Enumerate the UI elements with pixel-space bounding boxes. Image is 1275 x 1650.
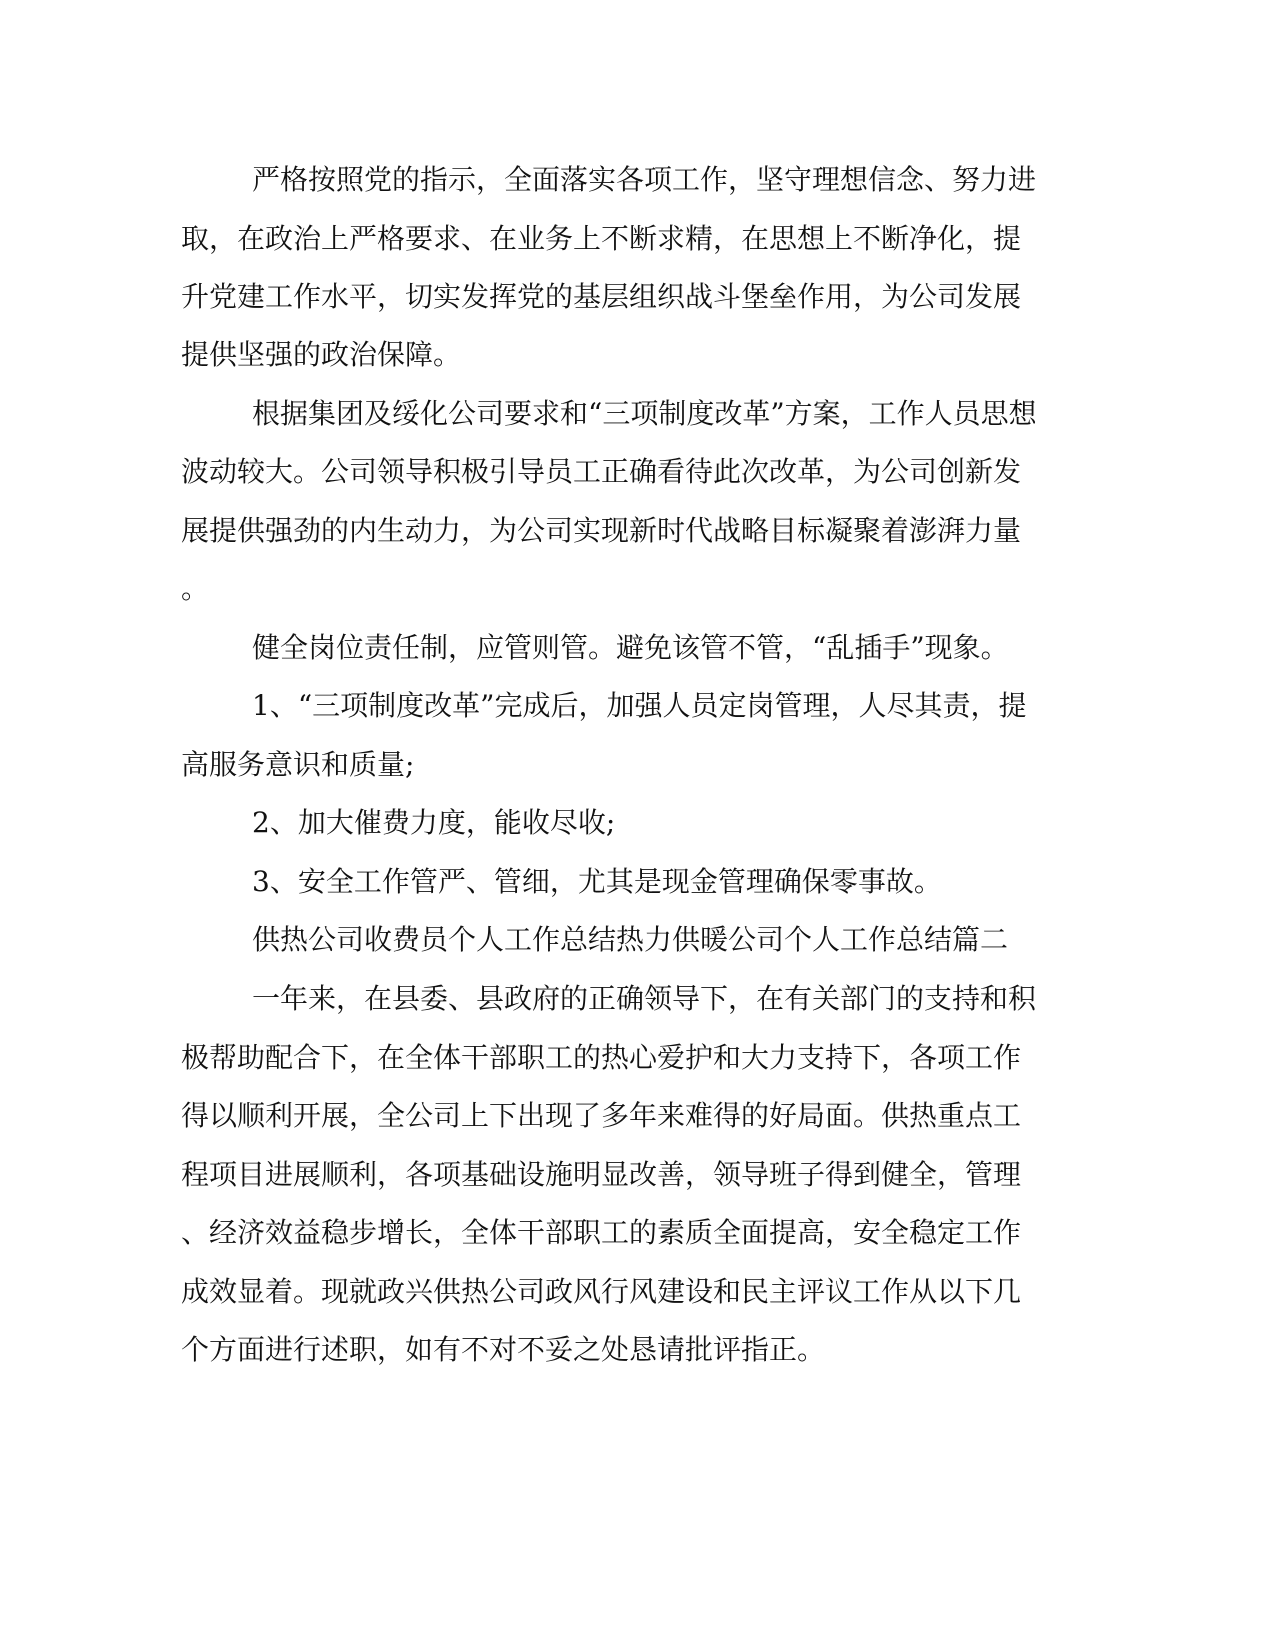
text-line	[0, 915, 1275, 965]
line-text: 严格按照党的指示，全面落实各项工作，坚守理想信念、努力进	[252, 163, 1037, 196]
text-line	[0, 1150, 1275, 1200]
line-text: 取，在政治上严格要求、在业务上不断求精，在思想上不断净化，提	[181, 222, 1022, 255]
text-line	[0, 623, 1275, 673]
text-line	[0, 330, 1275, 380]
text-line	[0, 740, 1275, 790]
line-text: 一年来，在县委、县政府的正确领导下，在有关部门的支持和积	[252, 982, 1037, 1015]
text-line	[0, 389, 1275, 439]
text-line	[0, 1267, 1275, 1317]
line-text: 波动较大。公司领导积极引导员工正确看待此次改革，为公司创新发	[181, 455, 1022, 488]
line-text: 3、安全工作管严、管细，尤其是现金管理确保零事故。	[252, 865, 942, 898]
text-line	[0, 1325, 1275, 1375]
line-text: 2、加大催费力度，能收尽收;	[252, 806, 616, 839]
line-text: 供热公司收费员个人工作总结热力供暖公司个人工作总结篇二	[252, 923, 1009, 956]
line-text: 。	[181, 572, 210, 605]
line-text: 程项目进展顺利，各项基础设施明显改善，领导班子得到健全，管理	[181, 1158, 1022, 1191]
text-line	[0, 155, 1275, 205]
line-text: 1、“三项制度改革”完成后，加强人员定岗管理，人尽其责，提	[252, 689, 1027, 722]
text-line	[0, 272, 1275, 322]
text-line	[0, 1033, 1275, 1083]
line-text: 升党建工作水平，切实发挥党的基层组织战斗堡垒作用，为公司发展	[181, 280, 1022, 313]
line-text: 健全岗位责任制，应管则管。避免该管不管，“乱插手”现象。	[252, 631, 1009, 664]
line-text: 得以顺利开展，全公司上下出现了多年来难得的好局面。供热重点工	[181, 1099, 1022, 1132]
text-line	[0, 857, 1275, 907]
text-line	[0, 798, 1275, 848]
line-text: 、经济效益稳步增长，全体干部职工的素质全面提高，安全稳定工作	[181, 1216, 1022, 1249]
line-text: 成效显着。现就政兴供热公司政风行风建设和民主评议工作从以下几	[181, 1275, 1022, 1308]
text-line	[0, 214, 1275, 264]
line-text: 极帮助配合下，在全体干部职工的热心爱护和大力支持下，各项工作	[181, 1041, 1022, 1074]
text-line	[0, 974, 1275, 1024]
line-text: 个方面进行述职，如有不对不妥之处恳请批评指正。	[181, 1333, 826, 1366]
line-text: 提供坚强的政治保障。	[181, 338, 462, 371]
text-line	[0, 506, 1275, 556]
text-line	[0, 564, 1275, 614]
text-line	[0, 1091, 1275, 1141]
text-line	[0, 681, 1275, 731]
text-line	[0, 447, 1275, 497]
line-text: 根据集团及绥化公司要求和“三项制度改革”方案，工作人员思想	[252, 397, 1037, 430]
line-text: 展提供强劲的内生动力，为公司实现新时代战略目标凝聚着澎湃力量	[181, 514, 1022, 547]
text-line	[0, 1208, 1275, 1258]
line-text: 高服务意识和质量;	[181, 748, 415, 781]
